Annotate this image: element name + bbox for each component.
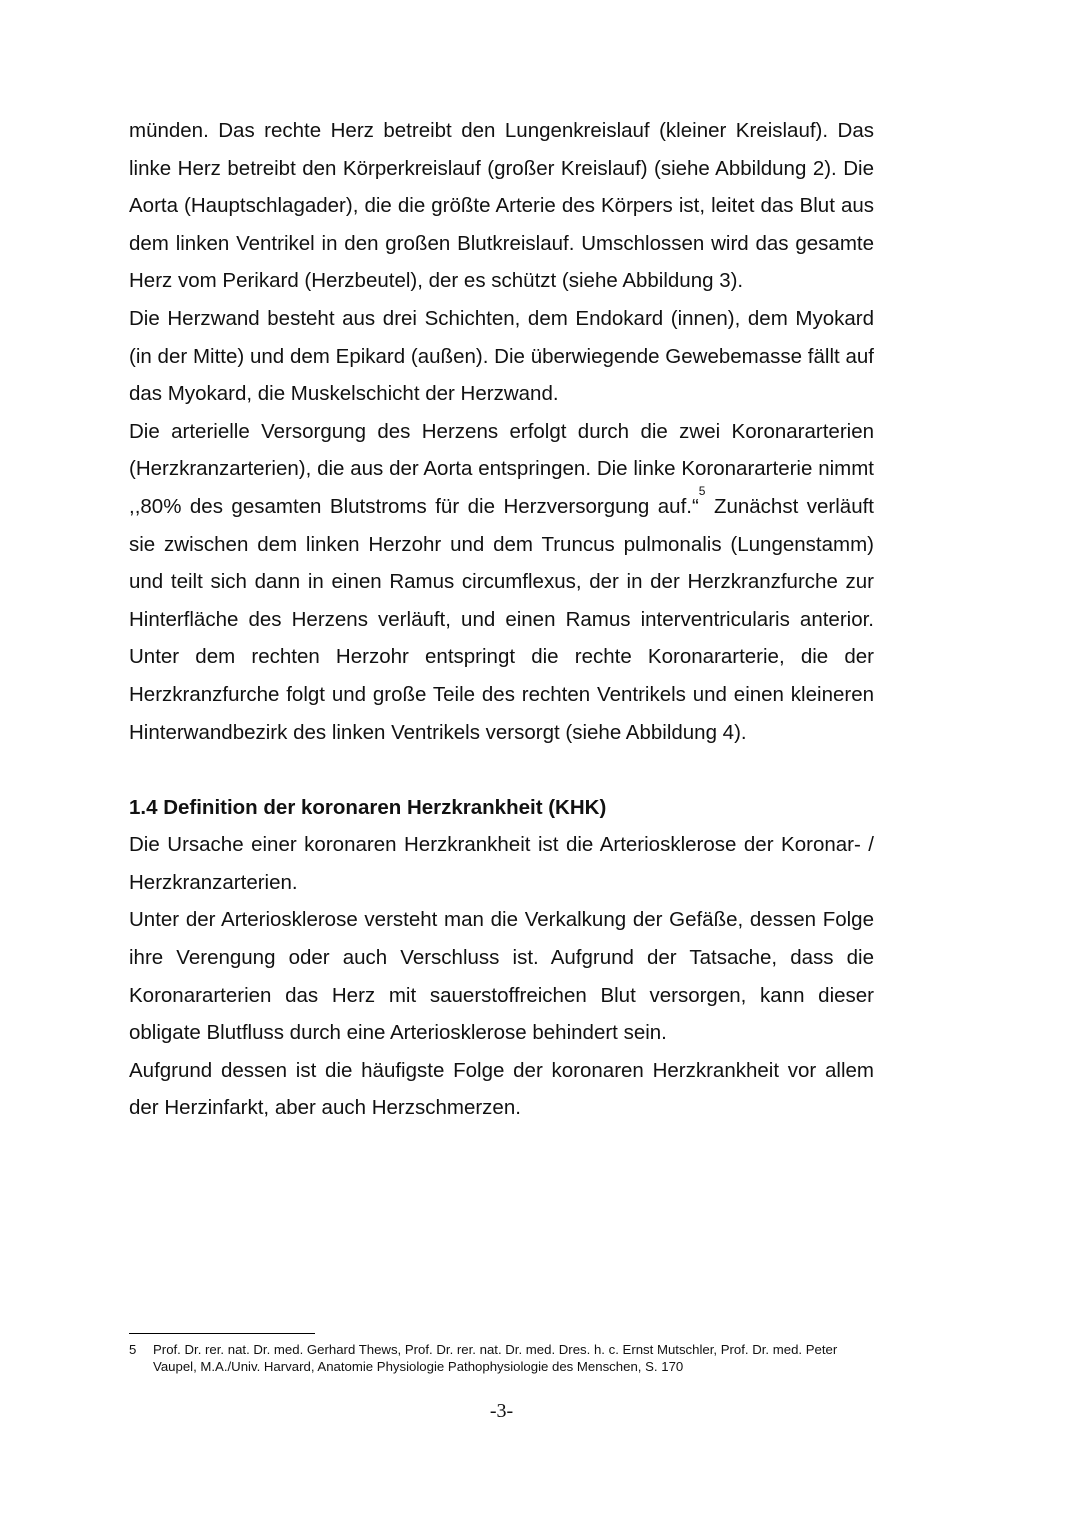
section-heading: 1.4 Definition der koronaren Herzkrankheit (KHK) <box>129 795 607 819</box>
section-spacer <box>129 751 874 789</box>
page-number: -3- <box>489 1400 514 1422</box>
footnote-divider <box>129 1333 315 1334</box>
paragraph-coronary-supply-part2: Zunächst verläuft sie zwischen dem linken Herzohr und dem Truncus pulmonalis (Lungenstamm) und teilt sich dann in einen Ramus circumflexus, der in der Herzkranzfurche zur Hinterfläche des Herzens verläuft, und einen Ramus interventricularis anterior. Unter dem rechten Herzohr entspringt die rechte Koronararterie, die der Herzkranzfurche folgt und große Teile des rechten Ventrikels und einen kleineren Hinterwandbezirk des linken Ventrikels versorgt (siehe Abbildung 4). <box>129 494 874 744</box>
paragraph-heart-wall: Die Herzwand besteht aus drei Schichten, dem Endokard (innen), dem Myokard (in der Mitte) und dem Epikard (außen). Die überwiegende Gewebemasse fällt auf das Myokard, die Muskelschicht der Herzwand. <box>129 306 874 406</box>
paragraph-khk-cause: Die Ursache einer koronaren Herzkrankheit ist die Arteriosklerose der Koronar- / Herzkranzarterien. <box>129 833 874 894</box>
body-text <box>129 112 874 1127</box>
footnote-reference: 5 <box>698 483 706 498</box>
footnote <box>129 1341 874 1375</box>
paragraph-coronary-supply <box>129 413 874 751</box>
footnote-text: Prof. Dr. rer. nat. Dr. med. Gerhard Thews, Prof. Dr. rer. nat. Dr. med. Dres. h. c. Ernst Mutschler, Prof. Dr. med. Peter Vaupel, M.A./Univ. Harvard, Anatomie Physiologie Pathophysiologie des Menschen, S. 170 <box>153 1342 838 1374</box>
paragraph-coronary-supply-part1: Die arterielle Versorgung des Herzens erfolgt durch die zwei Koronararterien (Herzkranzarterien), die aus der Aorta entspringen. Die linke Koronararterie nimmt ,,80% des gesamten Blutstroms für die Herzversorgung auf.“ <box>129 419 874 518</box>
paragraph-arteriosclerosis: Unter der Arteriosklerose versteht man die Verkalkung der Gefäße, dessen Folge ihre Verengung oder auch Verschluss ist. Aufgrund der Tatsache, dass die Koronararterien das Herz mit sauerstoffreichen Blut versorgen, kann dieser obligate Blutfluss durch eine Arteriosklerose behindert sein. <box>129 908 874 1045</box>
paragraph-khk-consequence: Aufgrund dessen ist die häufigste Folge der koronaren Herzkrankheit vor allem der Herzinfarkt, aber auch Herzschmerzen. <box>129 1058 874 1120</box>
paragraph-heart-circulation: münden. Das rechte Herz betreibt den Lungenkreislauf (kleiner Kreislauf). Das linke Herz betreibt den Körperkreislauf (großer Kreislauf) (siehe Abbildung 2). Die Aorta (Hauptschlagader), die die größte Arterie des Körpers ist, leitet das Blut aus dem linken Ventrikel in den großen Blutkreislauf. Umschlossen wird das gesamte Herz vom Perikard (Herzbeutel), der es schützt (siehe Abbildung 3). <box>129 119 874 293</box>
footnote-number: 5 <box>129 1342 137 1357</box>
